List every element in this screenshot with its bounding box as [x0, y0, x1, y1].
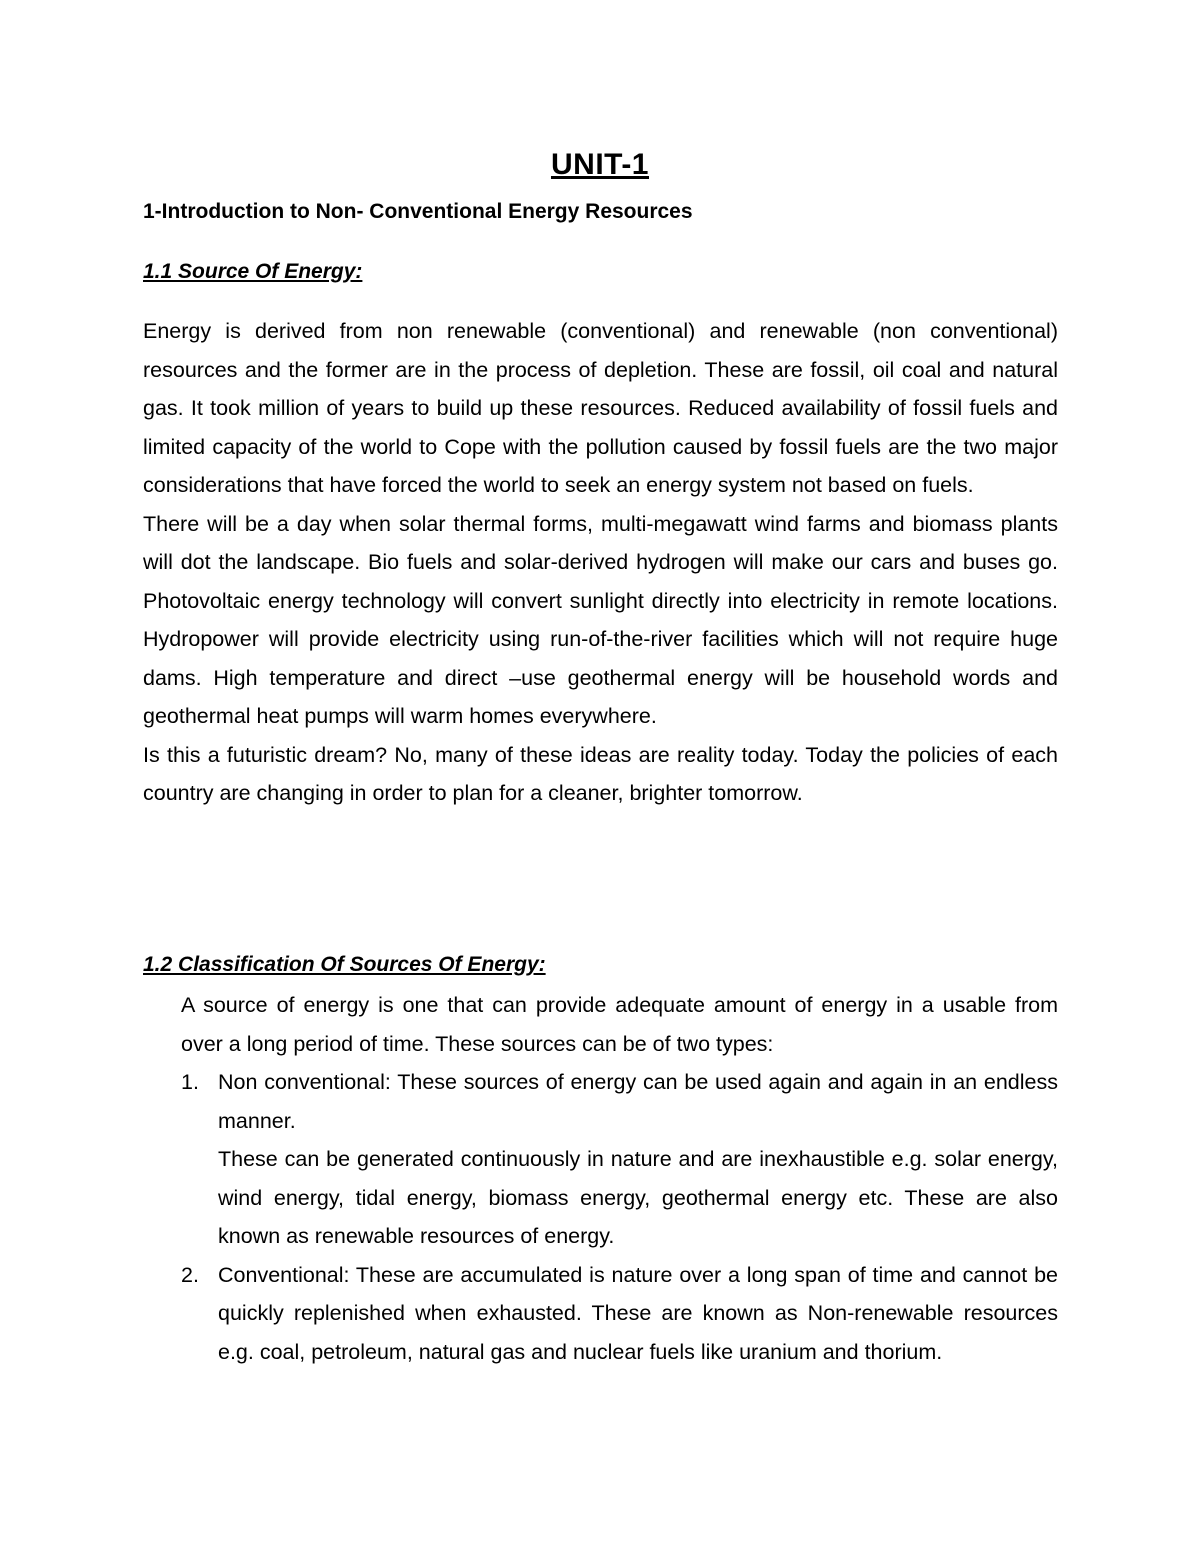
- list-item-number: 1.: [181, 1070, 199, 1094]
- section-body-classification: [181, 986, 1058, 1371]
- paragraph: Energy is derived from non renewable (conventional) and renewable (non conventional) resources and the former are in the process of depletion. These are fossil, oil coal and natural gas. It took million of years to build up these resources. Reduced availability of fossil fuels and limited capacity of the world to Cope with the pollution caused by fossil fuels are the two major considerations that have forced the world to seek an energy system not based on fuels.: [143, 319, 1058, 497]
- unit-title: UNIT-1: [550, 148, 649, 181]
- paragraph: Is this a futuristic dream? No, many of these ideas are reality today. Today the policies of each country are changing in order to plan for a cleaner, brighter tomorrow.: [143, 742, 1058, 805]
- energy-types-list: [181, 1063, 1058, 1371]
- paragraph: There will be a day when solar thermal forms, multi-megawatt wind farms and biomass plants will dot the landscape. Bio fuels and solar-derived hydrogen will make our cars and buses go. Photovoltaic energy technology will convert sunlight directly into electricity in remote locations. Hydropower will provide electricity using run-of-the-river facilities which will not require huge dams. High temperature and direct –use geothermal energy will be household words and geothermal heat pumps will warm homes everywhere.: [143, 511, 1058, 728]
- list-item: [181, 1063, 1058, 1256]
- section-body-source-of-energy: [143, 312, 1058, 813]
- list-item: [181, 1256, 1058, 1372]
- list-item-text: These can be generated continuously in nature and are inexhaustible e.g. solar energy, wind energy, tidal energy, biomass energy, geothermal energy etc. These are also known as renewable resources of energy.: [218, 1147, 1058, 1248]
- section-heading-source-of-energy: 1.1 Source Of Energy:: [143, 260, 363, 283]
- list-item-text: Conventional: These are accumulated is nature over a long span of time and cannot be quickly replenished when exhausted. These are known as Non-renewable resources e.g. coal, petroleum, natural gas and nuclear fuels like uranium and thorium.: [218, 1262, 1058, 1364]
- list-item-number: 2.: [181, 1262, 199, 1287]
- list-item-text: Non conventional: These sources of energy can be used again and again in an endless manner.: [218, 1070, 1058, 1133]
- section-heading-classification: 1.2 Classification Of Sources Of Energy:: [143, 953, 546, 976]
- intro-paragraph: A source of energy is one that can provide adequate amount of energy in a usable from over a long period of time. These sources can be of two types:: [181, 993, 1058, 1056]
- chapter-title: 1-Introduction to Non- Conventional Energy Resources: [143, 200, 693, 223]
